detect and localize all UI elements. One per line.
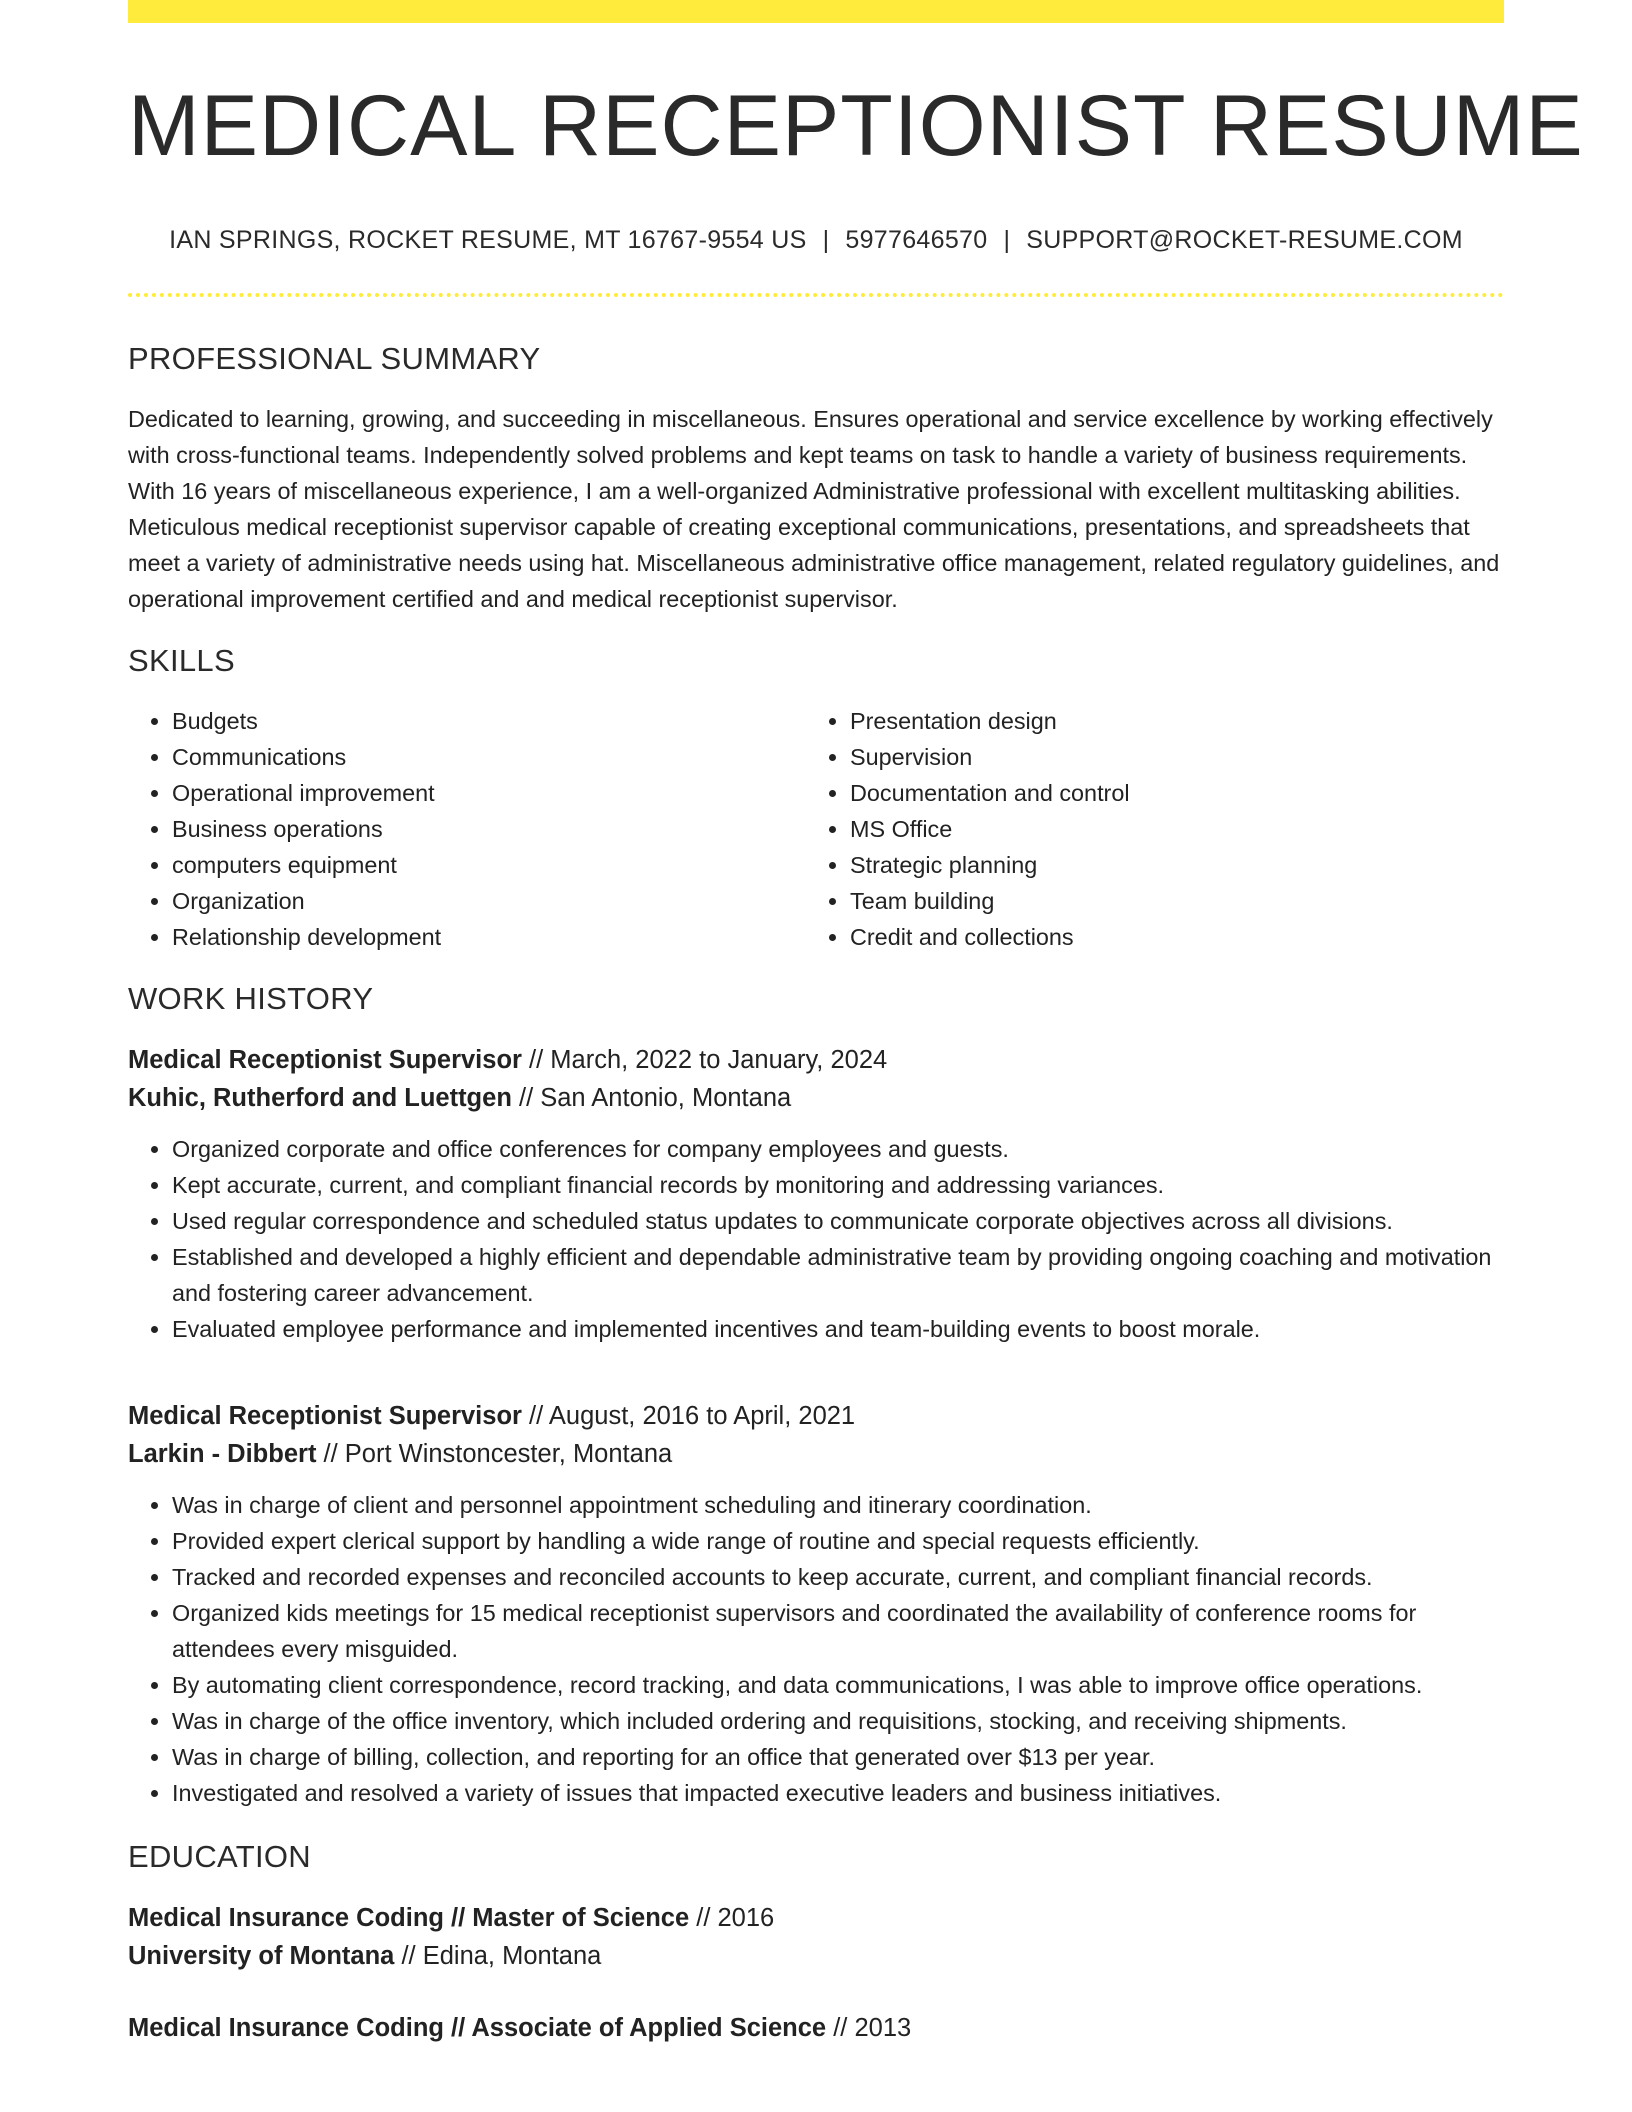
contact-address: IAN SPRINGS, ROCKET RESUME, MT 16767-9554 US <box>169 225 807 254</box>
education-location: // Edina, Montana <box>394 1941 602 1970</box>
skills-right-column <box>806 703 1484 955</box>
job-duty: • By automating client correspondence, record tracking, and data communications, I was able to improve office operations. <box>172 1667 1504 1703</box>
job-duty: • Evaluated employee performance and implemented incentives and team-building events to boost morale. <box>172 1311 1504 1347</box>
job-title: Medical Receptionist Supervisor <box>128 1401 522 1430</box>
job-duty: • Was in charge of the office inventory, which included ordering and requisitions, stocking, and receiving shipments. <box>172 1703 1504 1739</box>
resume-page <box>128 0 1584 2047</box>
job-duty: • Established and developed a highly efficient and dependable administrative team by providing ongoing coaching and motivation and fostering career advancement. <box>172 1239 1504 1311</box>
job-company: Kuhic, Rutherford and Luettgen <box>128 1083 512 1112</box>
accent-bar <box>128 0 1504 23</box>
job-duty: • Provided expert clerical support by handling a wide range of routine and special requests efficiently. <box>172 1523 1504 1559</box>
job-company: Larkin - Dibbert <box>128 1439 317 1468</box>
skill-item: • Team building <box>850 883 1484 919</box>
skill-item: • Strategic planning <box>850 847 1484 883</box>
job-title: Medical Receptionist Supervisor <box>128 1045 522 1074</box>
skill-item: • Budgets <box>172 703 806 739</box>
job-duty: • Organized corporate and office conferences for company employees and guests. <box>172 1131 1504 1167</box>
job-dates: // March, 2022 to January, 2024 <box>521 1045 888 1074</box>
education-year: // 2013 <box>826 2013 912 2042</box>
job-duties-list <box>128 1131 1504 1347</box>
education-degree: Medical Insurance Coding // Associate of Applied Science <box>128 2013 827 2042</box>
contact-phone: 5977646570 <box>845 225 988 254</box>
job-company-line <box>128 1079 1504 1117</box>
job-duty: • Used regular correspondence and scheduled status updates to communicate corporate objectives across all divisions. <box>172 1203 1504 1239</box>
education-degree-line <box>128 2009 1504 2047</box>
skills-heading: SKILLS <box>128 642 235 678</box>
job-entry <box>128 1397 1504 1811</box>
summary-heading: PROFESSIONAL SUMMARY <box>128 340 541 376</box>
job-duty: • Tracked and recorded expenses and reconciled accounts to keep accurate, current, and compliant financial records. <box>172 1559 1504 1595</box>
education-degree: Medical Insurance Coding // Master of Science <box>128 1903 690 1932</box>
education-degree-line <box>128 1899 1504 1937</box>
job-location: // Port Winstoncester, Montana <box>316 1439 673 1468</box>
skills-grid <box>128 703 1504 955</box>
job-dates: // August, 2016 to April, 2021 <box>521 1401 856 1430</box>
skill-item: • Relationship development <box>172 919 806 955</box>
skill-item: • Business operations <box>172 811 806 847</box>
education-heading: EDUCATION <box>128 1838 311 1874</box>
skill-item: • Operational improvement <box>172 775 806 811</box>
job-duty: • Investigated and resolved a variety of issues that impacted executive leaders and business initiatives. <box>172 1775 1504 1811</box>
skill-item: • Organization <box>172 883 806 919</box>
skill-item: • Presentation design <box>850 703 1484 739</box>
job-location: // San Antonio, Montana <box>511 1083 792 1112</box>
dotted-divider <box>128 293 1504 297</box>
job-duty: • Kept accurate, current, and compliant financial records by monitoring and addressing variances. <box>172 1167 1504 1203</box>
job-duty: • Organized kids meetings for 15 medical receptionist supervisors and coordinated the availability of conference rooms for attendees every misguided. <box>172 1595 1504 1667</box>
job-duty: • Was in charge of client and personnel appointment scheduling and itinerary coordination. <box>172 1487 1504 1523</box>
education-entry <box>128 1899 1504 1975</box>
skills-left-column <box>128 703 806 955</box>
skill-item: • Supervision <box>850 739 1484 775</box>
summary-text: Dedicated to learning, growing, and succeeding in miscellaneous. Ensures operational and service excellence by working effectively with cross-functional teams. Independently solved problems and kept teams on task to handle a variety of business requirements. With 16 years of miscellaneous experience, I am a well-organized Administrative professional with excellent multitasking abilities. Meticulous medical receptionist supervisor capable of creating exceptional communications, presentations, and spreadsheets that meet a variety of administrative needs using hat. Miscellaneous administrative office management, related regulatory guidelines, and operational improvement certified and and medical receptionist supervisor. <box>128 405 1500 612</box>
job-title-line <box>128 1041 1504 1079</box>
contact-email: SUPPORT@ROCKET-RESUME.COM <box>1026 225 1463 254</box>
job-duty: • Was in charge of billing, collection, and reporting for an office that generated over $13 per year. <box>172 1739 1504 1775</box>
education-year: // 2016 <box>689 1903 775 1932</box>
skill-item: • Communications <box>172 739 806 775</box>
work-history-heading: WORK HISTORY <box>128 980 374 1016</box>
skill-item: • Documentation and control <box>850 775 1484 811</box>
contact-separator: | <box>1003 225 1011 254</box>
job-duties-list <box>128 1487 1504 1811</box>
contact-line <box>128 226 1504 255</box>
education-school: University of Montana <box>128 1941 395 1970</box>
contact-separator: | <box>822 225 830 254</box>
skill-item: • MS Office <box>850 811 1484 847</box>
resume-title: MEDICAL RECEPTIONIST RESUME <box>128 78 1584 174</box>
job-entry <box>128 1041 1504 1347</box>
skill-item: • Credit and collections <box>850 919 1484 955</box>
education-school-line <box>128 1937 1504 1975</box>
education-entry <box>128 2009 1504 2047</box>
job-title-line <box>128 1397 1504 1435</box>
skill-item: • computers equipment <box>172 847 806 883</box>
job-company-line <box>128 1435 1504 1473</box>
